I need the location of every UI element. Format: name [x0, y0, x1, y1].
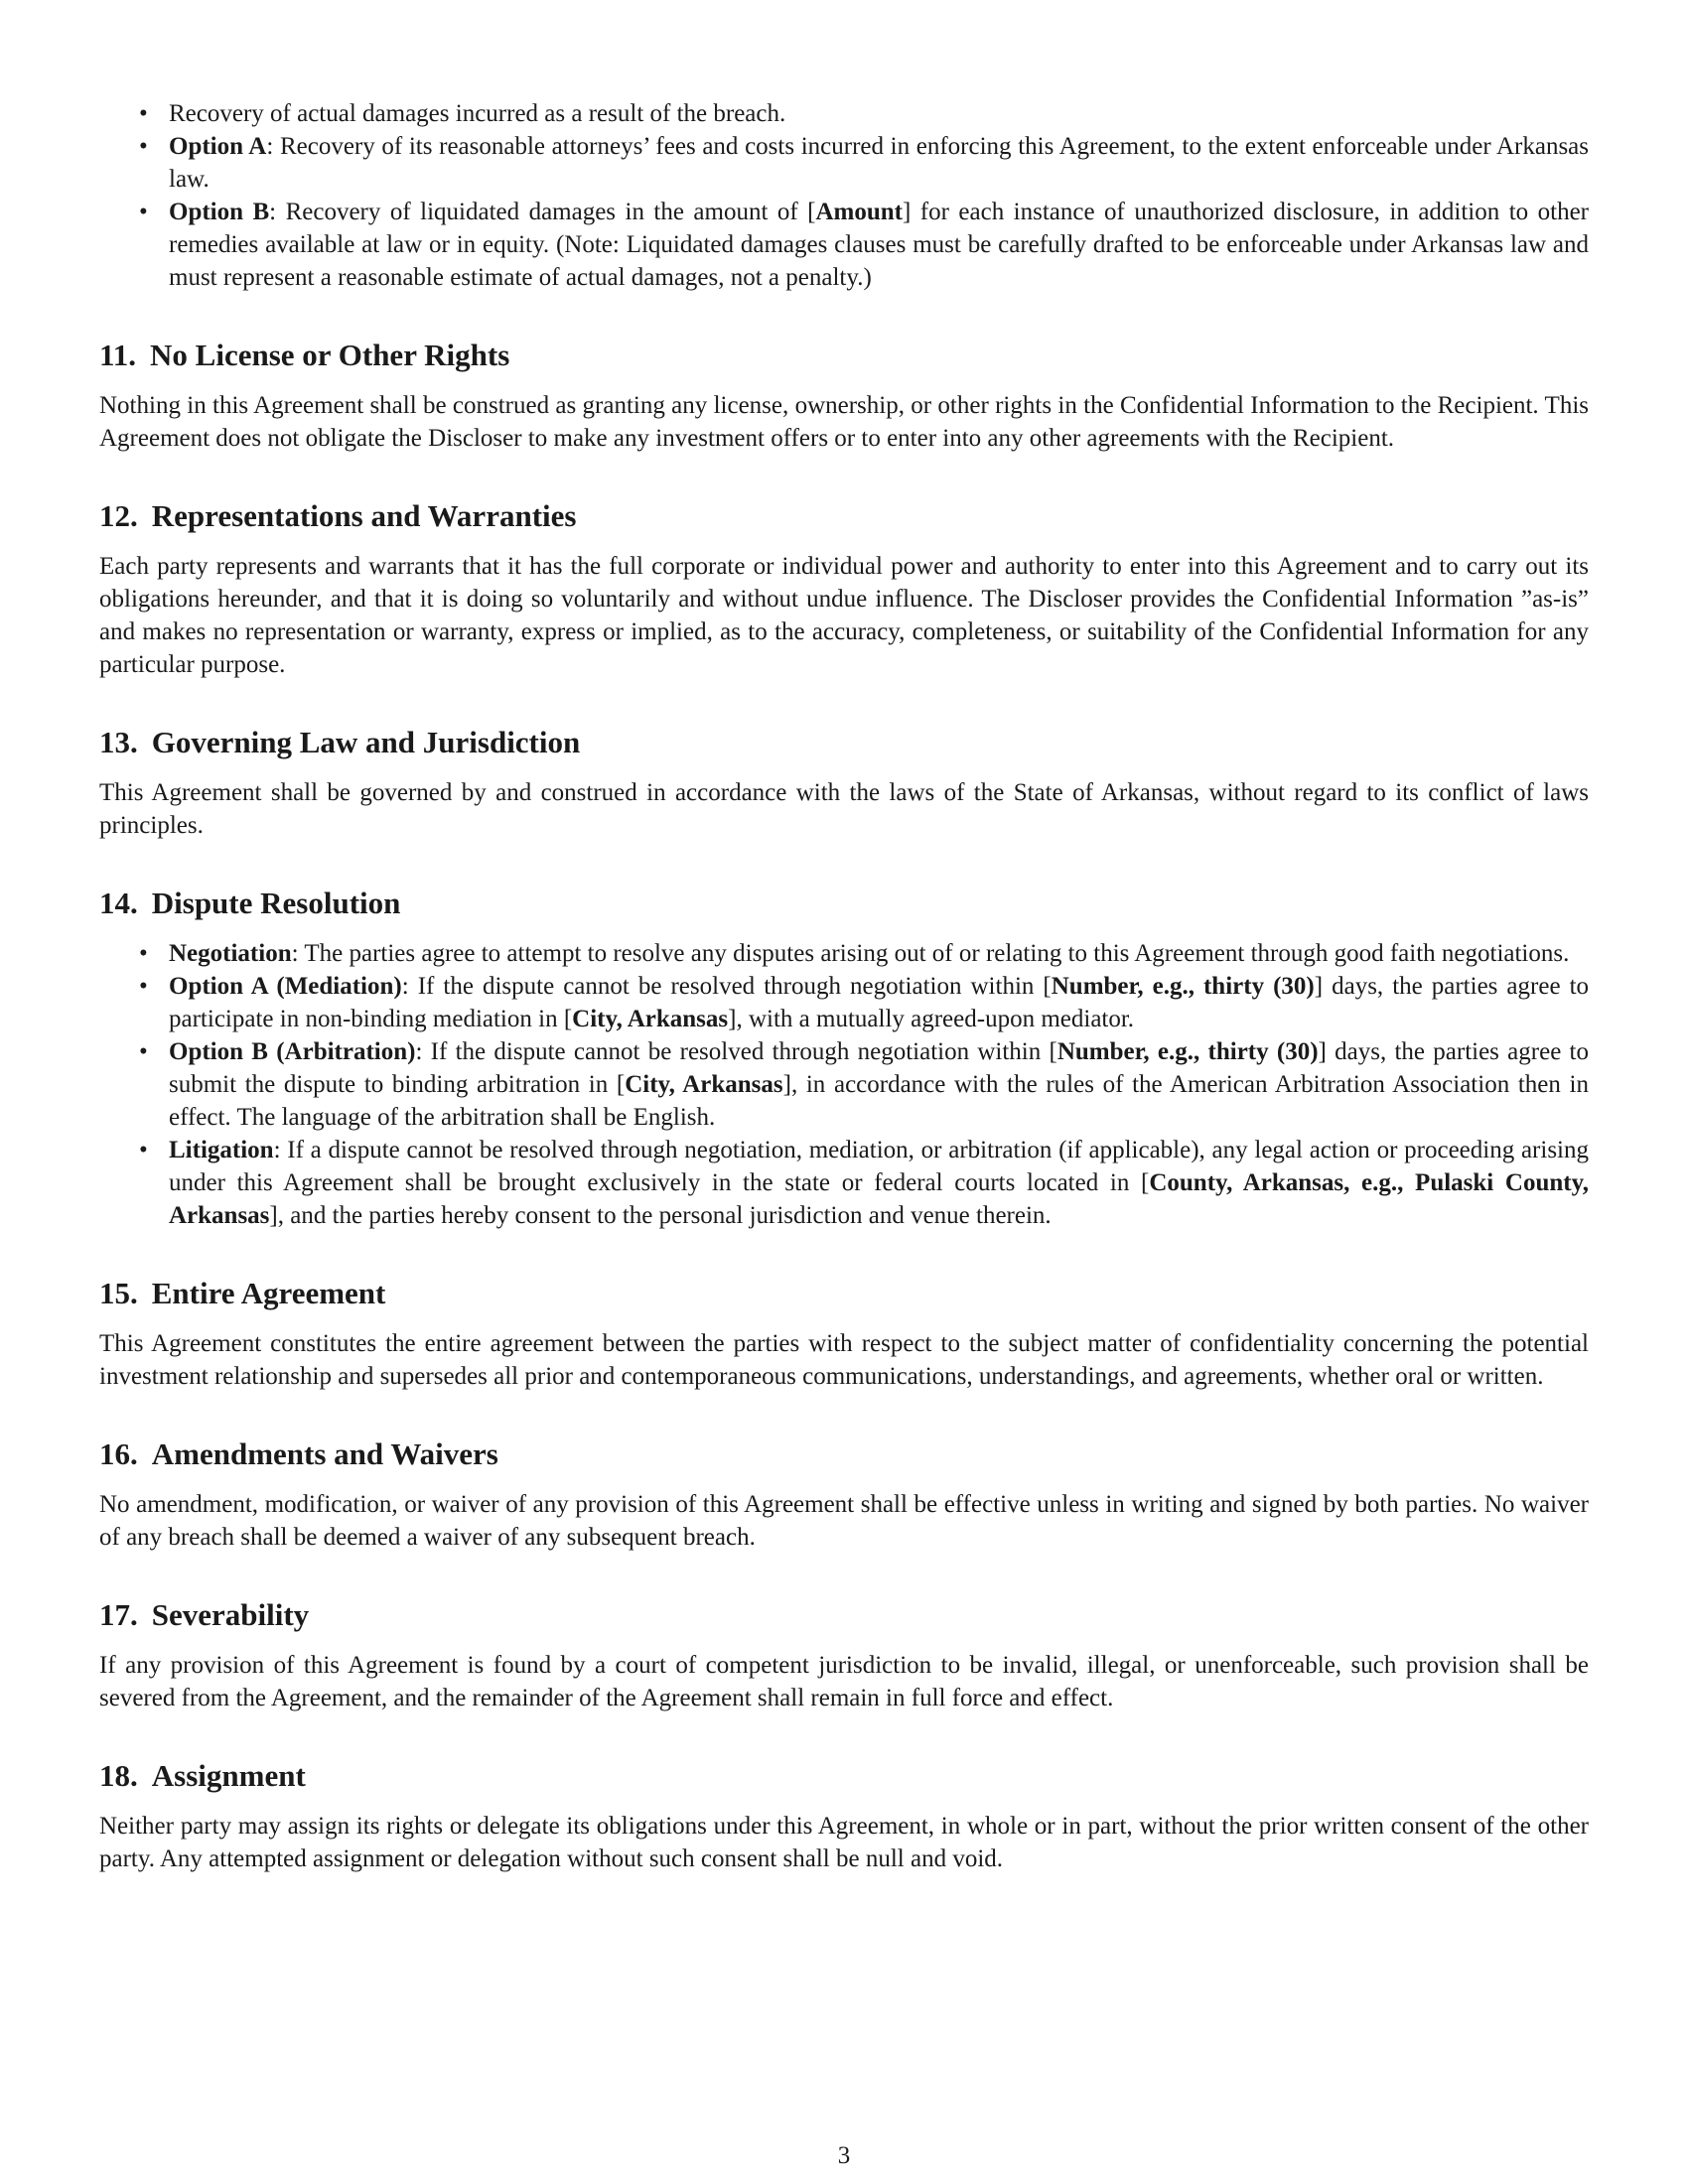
section-body: No amendment, modification, or waiver of any provision of this Agreement shall be effective unless in writing and signed by both parties. No waiver of any breach shall be deemed a waiver of any subsequent breach.: [99, 1491, 1589, 1551]
bullet-text: ], in accordance with the rules of the American Arbitration Association then in effect. The language of the arbitration shall be English.: [169, 1071, 1590, 1131]
section-11: [99, 336, 1589, 455]
section-heading: [99, 1595, 1589, 1635]
page-number: 3: [837, 2142, 851, 2169]
bullet-lead: Option B (Arbitration): [169, 1038, 416, 1065]
section-14: [99, 884, 1589, 1232]
section-heading: [99, 336, 1589, 375]
placeholder-county: County, Arkansas, e.g., Pulaski County, Arkansas: [169, 1169, 1589, 1229]
section-13: [99, 723, 1589, 842]
section-number: 15.: [99, 1276, 138, 1310]
section-body: Neither party may assign its rights or delegate its obligations under this Agreement, in whole or in part, without the prior written consent of the other party. Any attempted assignment or delegation without such consent shall be null and void.: [99, 1813, 1589, 1872]
section-body: Nothing in this Agreement shall be construed as granting any license, ownership, or other rights in the Confidential Information to the Recipient. This Agreement does not obligate the Discloser to make any investment offers or to enter into any other agreements with the Recipient.: [99, 392, 1589, 452]
section-heading: [99, 1434, 1589, 1474]
document-page: [99, 97, 1589, 1875]
section-heading: [99, 1274, 1589, 1313]
section-number: 18.: [99, 1758, 138, 1793]
bullet-lead: Litigation: [169, 1137, 274, 1163]
bullet-text: : Recovery of its reasonable attorneys’ fees and costs incurred in enforcing this Agreement, to the extent enforceable under Arkansas law.: [169, 133, 1590, 193]
section-title: Assignment: [151, 1758, 306, 1793]
list-item: [99, 970, 1589, 1035]
bullet-text: ], and the parties hereby consent to the personal jurisdiction and venue therein.: [269, 1202, 1052, 1229]
section-number: 14.: [99, 886, 138, 920]
section-heading: [99, 884, 1589, 923]
bullet-lead: Option B: [169, 199, 270, 225]
section-body: This Agreement shall be governed by and construed in accordance with the laws of the State of Arkansas, without regard to its conflict of laws principles.: [99, 779, 1589, 839]
placeholder-amount: Amount: [815, 199, 904, 225]
bullet-text: : If the dispute cannot be resolved through negotiation within [: [415, 1038, 1057, 1065]
section-title: Governing Law and Jurisdiction: [151, 725, 581, 759]
section-title: Severability: [151, 1597, 310, 1632]
list-item: [99, 196, 1589, 294]
section-title: Representations and Warranties: [151, 498, 577, 533]
bullet-text: ] for each instance of unauthorized disclosure, in addition to other remedies available at law or in equity. (Note: Liquidated damages clauses must be carefully drafted to be enforceable under Arkansas law and must represent a reasonable estimate of actual damages, not a penalty.): [169, 199, 1589, 291]
bullet-text: ] days, the parties agree to participate in non-binding mediation in [: [169, 973, 1590, 1032]
bullet-lead: Option A: [169, 133, 267, 160]
section-number: 17.: [99, 1597, 138, 1632]
bullet-text: Recovery of actual damages incurred as a result of the breach.: [169, 100, 786, 127]
section-18: [99, 1756, 1589, 1875]
section-title: Entire Agreement: [151, 1276, 386, 1310]
dispute-list: [99, 937, 1589, 1232]
placeholder-number: Number, e.g., thirty (30): [1056, 1038, 1319, 1065]
bullet-text: : If the dispute cannot be resolved through negotiation within [: [401, 973, 1052, 1000]
section-17: [99, 1595, 1589, 1714]
bullet-text: ], with a mutually agreed-upon mediator.: [728, 1006, 1135, 1032]
list-item: [99, 937, 1589, 970]
list-item: [99, 97, 1589, 130]
list-item: [99, 1035, 1589, 1134]
bullet-text: : The parties agree to attempt to resolve any disputes arising out of or relating to this Agreement through good faith negotiations.: [291, 940, 1570, 967]
list-item: [99, 130, 1589, 196]
section-title: Amendments and Waivers: [151, 1436, 498, 1471]
section-number: 11.: [99, 338, 137, 372]
bullet-text: ] days, the parties agree to submit the dispute to binding arbitration in [: [169, 1038, 1589, 1098]
section-body: This Agreement constitutes the entire agreement between the parties with respect to the subject matter of confidentiality concerning the potential investment relationship and supersedes all prior and contemporaneous communications, understandings, and agreements, whether oral or written.: [99, 1330, 1589, 1390]
section-number: 16.: [99, 1436, 138, 1471]
section-heading: [99, 1756, 1589, 1796]
bullet-text: : If a dispute cannot be resolved through negotiation, mediation, or arbitration (if applicable), any legal action or proceeding arising under this Agreement shall be brought exclusively in the state or federal courts located in [: [169, 1137, 1589, 1196]
section-title: Dispute Resolution: [151, 886, 401, 920]
bullet-lead: Negotiation: [169, 940, 292, 967]
placeholder-city: City, Arkansas: [625, 1071, 783, 1098]
section-heading: [99, 723, 1589, 762]
list-item: [99, 1134, 1589, 1232]
placeholder-city: City, Arkansas: [572, 1006, 729, 1032]
bullet-lead: Option A (Mediation): [169, 973, 402, 1000]
bullet-text: : Recovery of liquidated damages in the amount of [: [269, 199, 816, 225]
section-title: No License or Other Rights: [150, 338, 510, 372]
remedies-list: [99, 97, 1589, 294]
section-heading: [99, 496, 1589, 536]
section-body: Each party represents and warrants that it has the full corporate or individual power and authority to enter into this Agreement and to carry out its obligations hereunder, and that it is doing so voluntarily and without undue influence. The Discloser provides the Confidential Information ”as-is” and makes no representation or warranty, express or implied, as to the accuracy, completeness, or suitability of the Confidential Information for any particular purpose.: [99, 553, 1589, 678]
section-number: 13.: [99, 725, 138, 759]
section-15: [99, 1274, 1589, 1393]
section-number: 12.: [99, 498, 138, 533]
section-body: If any provision of this Agreement is found by a court of competent jurisdiction to be invalid, illegal, or unenforceable, such provision shall be severed from the Agreement, and the remainder of the Agreement shall remain in full force and effect.: [99, 1652, 1589, 1711]
placeholder-number: Number, e.g., thirty (30): [1051, 973, 1315, 1000]
section-12: [99, 496, 1589, 681]
section-16: [99, 1434, 1589, 1554]
